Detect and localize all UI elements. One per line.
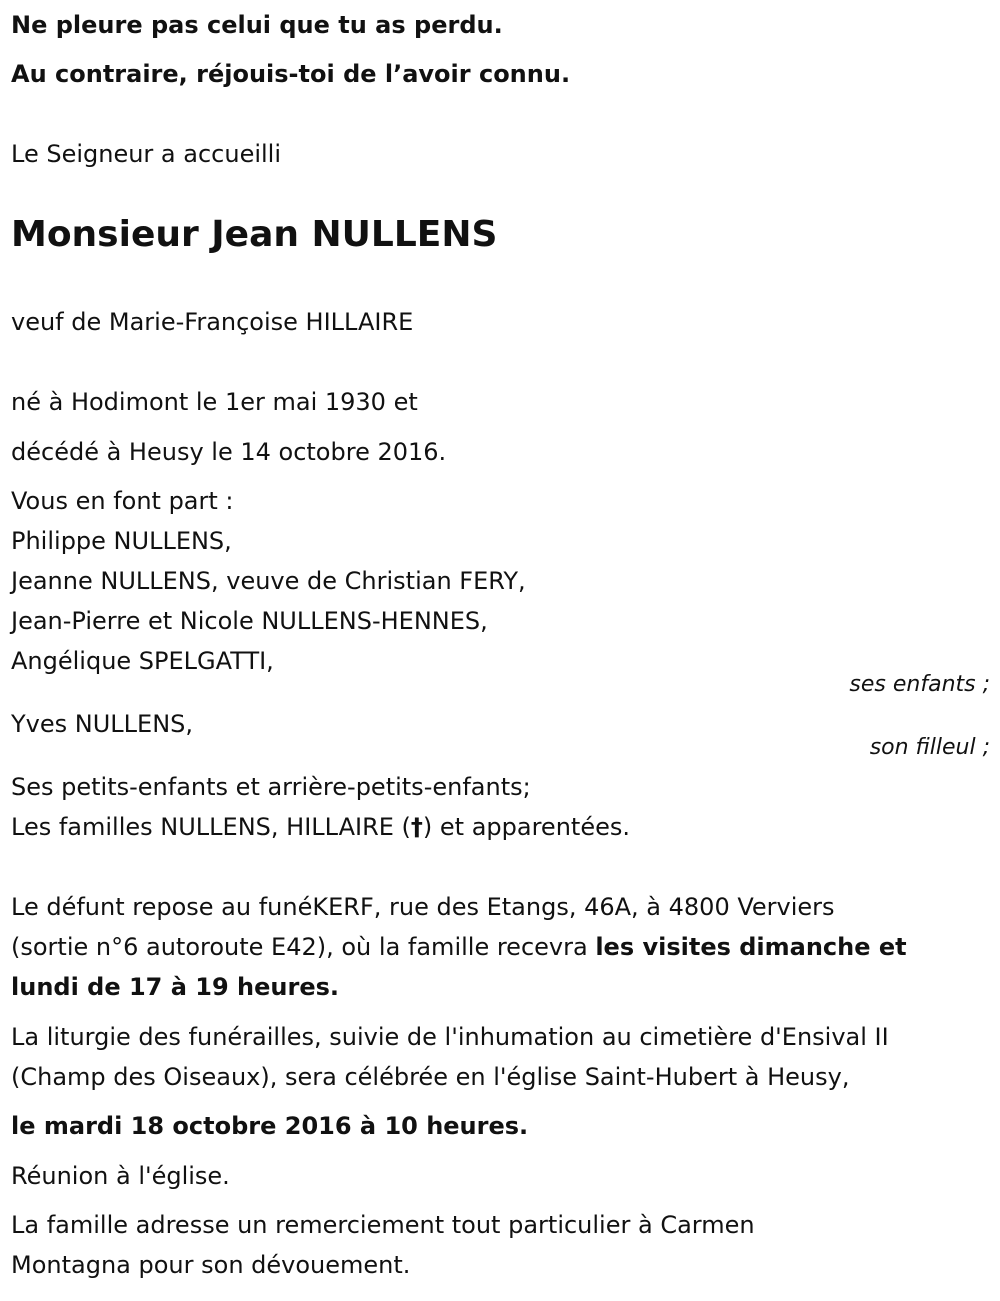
deceased-name: Monsieur Jean NULLENS: [11, 214, 498, 255]
repose-visits: les visites dimanche et: [595, 933, 907, 961]
repose-line-1: Le défunt repose au funéKERF, rue des Etangs, 46A, à 4800 Verviers: [11, 893, 835, 921]
repose-line-2-normal: (sortie n°6 autoroute E42), où la famille recevra: [11, 933, 596, 961]
family-intro: Vous en font part :: [11, 487, 234, 515]
families-before: Les familles NULLENS, HILLAIRE (: [11, 813, 411, 841]
child-1: Philippe NULLENS,: [11, 527, 232, 555]
intro-text: Le Seigneur a accueilli: [11, 140, 282, 168]
meeting-text: Réunion à l'église.: [11, 1162, 230, 1190]
families-line: [11, 807, 630, 847]
child-3: Jean-Pierre et Nicole NULLENS-HENNES,: [11, 607, 488, 635]
grandchildren: Ses petits-enfants et arrière-petits-enfants;: [11, 773, 531, 801]
godson-label: son filleul ;: [869, 735, 990, 760]
quote-line-2: Au contraire, réjouis-toi de l’avoir connu.: [11, 60, 571, 88]
liturgy-line-2: (Champ des Oiseaux), sera célébrée en l'église Saint-Hubert à Heusy,: [11, 1063, 850, 1091]
repose-line-2: [11, 927, 907, 967]
godson: Yves NULLENS,: [11, 710, 194, 738]
child-4: Angélique SPELGATTI,: [11, 647, 274, 675]
repose-line-3: lundi de 17 à 19 heures.: [11, 973, 339, 1001]
children-label: ses enfants ;: [849, 672, 990, 697]
families-after: ) et apparentées.: [422, 813, 630, 841]
child-2: Jeanne NULLENS, veuve de Christian FERY,: [11, 567, 526, 595]
quote-line-1: Ne pleure pas celui que tu as perdu.: [11, 11, 503, 39]
death-text: décédé à Heusy le 14 octobre 2016.: [11, 438, 447, 466]
thanks-line-1: La famille adresse un remerciement tout particulier à Carmen: [11, 1211, 755, 1239]
liturgy-line-1: La liturgie des funérailles, suivie de l'inhumation au cimetière d'Ensival II: [11, 1023, 889, 1051]
widower-text: veuf de Marie-Françoise HILLAIRE: [11, 308, 414, 336]
liturgy-date: le mardi 18 octobre 2016 à 10 heures.: [11, 1112, 529, 1140]
cross-icon: †: [410, 813, 423, 841]
birth-text: né à Hodimont le 1er mai 1930 et: [11, 388, 418, 416]
thanks-line-2: Montagna pour son dévouement.: [11, 1251, 411, 1279]
